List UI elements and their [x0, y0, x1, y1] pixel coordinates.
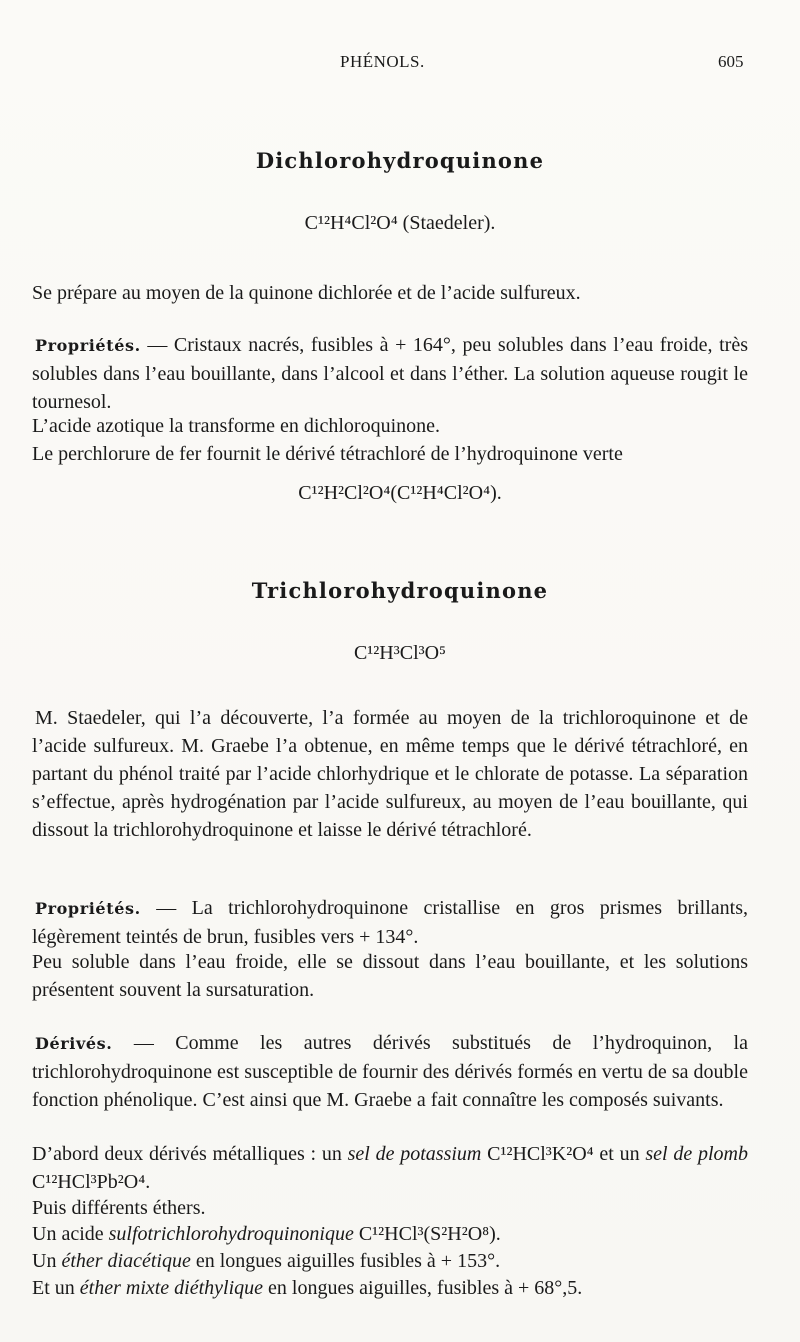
metal-text-c: C¹²HCl³K²O⁴ et un: [481, 1143, 646, 1165]
sulfo-text-c: C¹²HCl³(S²H²O⁸).: [353, 1223, 501, 1245]
properties-text-2: — La trichlorohydroquinone cristallise en gros prismes brillants, légèrement teintés de brun, fusibles vers + 134°.: [32, 897, 748, 948]
properties-paragraph-2: [32, 894, 748, 951]
mixte-text-a: Et un: [32, 1277, 80, 1299]
diacetic-ether-term: éther diacétique: [61, 1250, 191, 1272]
metal-derivatives-paragraph: [32, 1140, 748, 1196]
metal-text-a: D’abord deux dérivés métalliques : un: [32, 1143, 348, 1165]
diacetic-ether-line: [32, 1247, 748, 1275]
properties-text: — Cristaux nacrés, fusibles à + 164°, peu solubles dans l’eau froide, très solubles dans l’eau bouillante, dans l’alcool et dans l’éther. La solution aqueuse rougit le tournesol.: [32, 334, 748, 413]
sulfo-acid-line: [32, 1220, 748, 1248]
formula-dichlorohydroquinone: C¹²H⁴Cl²O⁴ (Staedeler).: [304, 212, 496, 234]
mixed-ether-line: [32, 1274, 748, 1302]
properties-label: Propriétés.: [35, 336, 141, 355]
metal-text-e: C¹²HCl³Pb²O⁴.: [32, 1171, 151, 1193]
derives-text: — Comme les autres dérivés substitués de l’hydroquinon, la trichlorohydroquinone est susceptible de fournir des dérivés formés en vertu de sa double fonction phénolique. C’est ainsi que M. Graebe a fait connaître les composés suivants.: [32, 1032, 748, 1111]
running-title: PHÉNOLS.: [340, 52, 425, 71]
section-heading-trichlorohydroquinone: Trichlorohydroquinone: [251, 578, 549, 603]
derives-paragraph: [32, 1029, 748, 1114]
potassium-salt-term: sel de potassium: [347, 1143, 482, 1165]
section-heading-dichlorohydroquinone: Dichlorohydroquinone: [255, 148, 545, 173]
solubility-paragraph: Peu soluble dans l’eau froide, elle se dissout dans l’eau bouillante, et les solutions présentent souvent la sursaturation.: [32, 951, 748, 1001]
diac-text-a: Un: [32, 1250, 62, 1272]
lead-salt-term: sel de plomb: [645, 1143, 748, 1165]
mixed-ether-term: éther mixte diéthylique: [79, 1277, 264, 1299]
ethers-line: Puis différents éthers.: [32, 1197, 206, 1219]
discovery-paragraph: M. Staedeler, qui l’a découverte, l’a formée au moyen de la trichloroquinone et de l’acide sulfureux. M. Graebe l’a obtenue, en même temps que le dérivé tétrachloré, en partant du phénol traité par l’acide chlorhydrique et le chlorate de potasse. La séparation s’effectue, après hydrogénation par l’acide sulfureux, au moyen de l’eau bouillante, qui dissout la trichlorohydroquinone et laisse le dérivé tétrachloré.: [32, 707, 748, 841]
azotique-paragraph: L’acide azotique la transforme en dichloroquinone.: [32, 415, 440, 437]
page-number: 605: [718, 52, 744, 71]
diac-text-c: en longues aiguilles fusibles à + 153°.: [190, 1250, 501, 1272]
sulfo-acid-term: sulfotrichlorohydroquinonique: [108, 1223, 354, 1245]
derives-label: Dérivés.: [35, 1034, 113, 1053]
sulfo-text-a: Un acide: [32, 1223, 109, 1245]
running-header: [0, 52, 800, 76]
formula-trichlorohydroquinone: C¹²H³Cl³O⁵: [353, 642, 447, 664]
formula-tetrachloro: C¹²H²Cl²O⁴(C¹²H⁴Cl²O⁴).: [298, 482, 502, 504]
properties-label-2: Propriétés.: [35, 899, 141, 918]
preparation-paragraph: Se prépare au moyen de la quinone dichlorée et de l’acide sulfureux.: [32, 282, 581, 304]
properties-paragraph-1: [32, 331, 748, 416]
perchlorure-paragraph: Le perchlorure de fer fournit le dérivé tétrachloré de l’hydroquinone verte: [32, 443, 623, 465]
mixte-text-c: en longues aiguilles, fusibles à + 68°,5.: [263, 1277, 583, 1299]
